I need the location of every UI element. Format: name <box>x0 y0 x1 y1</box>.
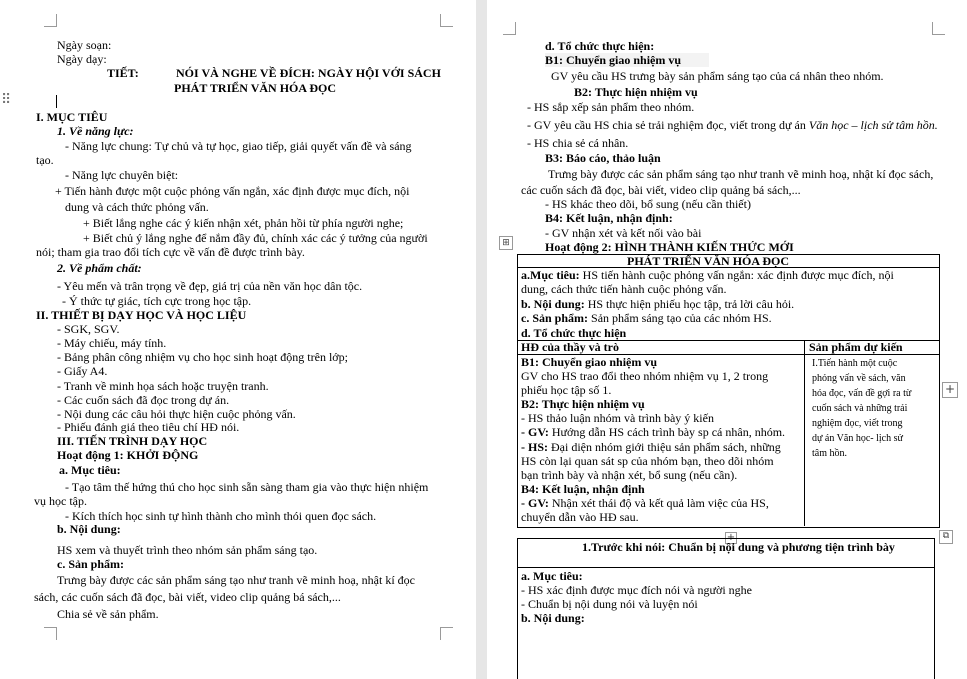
table-cell-line: - GV: Nhận xét thái độ và kết quả làm việc của HS, <box>521 496 769 510</box>
tiet-label: TIẾT: <box>107 66 139 80</box>
table-column-rule <box>804 340 805 526</box>
text-line: - Bảng phân công nhiệm vụ cho học sinh hoạt động trên lớp; <box>57 350 348 364</box>
table-cell-line: B2: Thực hiện nhiệm vụ <box>521 397 645 411</box>
text-line: - Tranh về minh họa sách hoặc truyện tranh. <box>57 379 269 393</box>
table-row: dung, cách thức tiến hành cuộc phỏng vấn. <box>521 282 727 296</box>
text-line: - Giấy A4. <box>57 364 108 378</box>
product-cell-line: cuốn sách và những trải <box>812 403 908 414</box>
text-line: HS xem và thuyết trình theo nhóm sản phẩm sáng tạo. <box>57 543 318 557</box>
margin-mark-top-right <box>440 14 453 27</box>
text-line: - Phiếu đánh giá theo tiêu chí HĐ nói. <box>57 420 240 434</box>
add-row-icon[interactable]: + <box>726 532 736 543</box>
table-cell-line: HS còn lại quan sát sp của nhóm bạn, theo dõi nhóm <box>521 454 774 468</box>
text-line: - GV nhận xét và kết nối vào bài <box>545 226 702 240</box>
add-column-icon[interactable]: + <box>942 382 958 398</box>
table-row: b. Nội dung: <box>521 611 585 625</box>
text-line: - HS khác theo dõi, bổ sung (nếu cần thiết) <box>545 197 751 211</box>
subheading: a. Mục tiêu: <box>59 463 121 477</box>
text-line: các cuốn sách đã đọc, bài viết, video clip quảng bá sách,... <box>521 183 801 197</box>
text-line: - Yêu mến và trân trọng về đẹp, giá trị của nền văn học dân tộc. <box>57 279 363 293</box>
text-line: - HS sắp xếp sản phẩm theo nhóm. <box>527 100 695 114</box>
text-line: + Biết chủ ý lắng nghe để nắm đầy đủ, chính xác các ý tưởng của người <box>83 231 428 245</box>
move-handle-icon[interactable]: ⠿ <box>1 92 12 108</box>
text-line: nói; tham gia trao đổi tích cực về vấn đề được trình bày. <box>36 245 305 259</box>
text-line: Trưng bày được các sản phẩm sáng tạo như tranh vẽ minh hoạ, nhật kí đọc <box>57 573 416 587</box>
document-page-1 <box>0 0 476 679</box>
column-header: Sản phẩm dự kiến <box>809 340 903 354</box>
product-cell-line: dự án Văn học- lịch sử <box>812 433 903 444</box>
text-line: vụ học tập. <box>34 494 87 508</box>
margin-mark-top-left <box>44 14 57 27</box>
text-line: - SGK, SGV. <box>57 322 120 336</box>
subheading: 1. Về năng lực: <box>57 124 134 138</box>
ngay-soan: Ngày soạn: <box>57 38 112 52</box>
table-resize-icon[interactable]: ⧉ <box>939 530 953 544</box>
text-line: - Ý thức tự giác, tích cực trong học tập. <box>62 294 252 308</box>
table-title: PHÁT TRIỂN VĂN HÓA ĐỌC <box>627 254 790 268</box>
table-cell-line: B4: Kết luận, nhận định <box>521 482 645 496</box>
text-line: sách, các cuốn sách đã đọc, bài viết, video clip quảng bá sách,... <box>34 590 341 604</box>
subheading: B2: Thực hiện nhiệm vụ <box>574 85 698 99</box>
table-cell-line: chuyển dẫn vào HĐ sau. <box>521 510 639 524</box>
table-cell-line: bạn trình bày và nhận xét, bổ sung (nếu cần). <box>521 468 738 482</box>
margin-mark-bottom-left <box>44 627 57 640</box>
subheading: B1: Chuyển giao nhiệm vụ <box>545 53 709 67</box>
table-row: b. Nội dung: HS thực hiện phiếu học tập, trả lời câu hỏi. <box>521 297 795 311</box>
text-line: GV yêu cầu HS trưng bày sản phẩm sáng tạo của cá nhân theo nhóm. <box>551 69 884 83</box>
product-cell-line: phỏng vấn về sách, văn <box>812 373 906 384</box>
activity-heading: Hoạt động 1: KHỞI ĐỘNG <box>57 448 199 462</box>
table-row: - Chuẩn bị nội dung nói và luyện nói <box>521 597 698 611</box>
text-line: - Máy chiếu, máy tính. <box>57 336 167 350</box>
text-line: + Biết lắng nghe các ý kiến nhận xét, phản hồi từ phía người nghe; <box>83 216 404 230</box>
lesson-subtitle: PHÁT TRIỂN VĂN HÓA ĐỌC <box>174 81 337 95</box>
table-move-handle-icon[interactable]: ⊞ <box>499 236 513 250</box>
text-cursor <box>56 95 57 108</box>
table-cell-line: B1: Chuyển giao nhiệm vụ <box>521 355 658 369</box>
column-header: HĐ của thầy và trò <box>521 340 619 354</box>
table-row: d. Tổ chức thực hiện <box>521 326 627 340</box>
product-cell-line: tâm hồn. <box>812 448 847 459</box>
subheading: b. Nội dung: <box>57 522 121 536</box>
table-cell-line: phiếu học tập số 1. <box>521 383 612 397</box>
product-cell-line: nghiệm đọc, viết trong <box>812 418 903 429</box>
text-line: + Tiến hành được một cuộc phỏng vấn ngắn, xác định được mục đích, nội <box>55 184 410 198</box>
subheading: B4: Kết luận, nhận định: <box>545 211 673 225</box>
text-line: dung và cách thức phỏng vấn. <box>65 200 209 214</box>
subheading: c. Sản phẩm: <box>57 557 125 571</box>
text-line: - GV yêu cầu HS chia sẻ trải nghiệm đọc, viết trong dự án Văn học – lịch sử tâm hồn. <box>527 118 938 132</box>
table-rule <box>518 567 934 568</box>
text-line: Trưng bày được các sản phẩm sáng tạo như tranh vẽ minh hoạ, nhật kí đọc sách, <box>548 167 934 181</box>
document-page-2 <box>487 0 967 679</box>
table-row: a. Mục tiêu: <box>521 569 583 583</box>
margin-mark-top-right <box>932 22 945 35</box>
section-heading: I. MỤC TIÊU <box>36 110 108 124</box>
text-line: - Kích thích học sinh tự hình thành cho mình thói quen đọc sách. <box>65 509 377 523</box>
table-row: c. Sản phẩm: Sản phẩm sáng tạo của các nhóm HS. <box>521 311 772 325</box>
section-heading: II. THIẾT BỊ DẠY HỌC VÀ HỌC LIỆU <box>36 308 247 322</box>
text-line: - Năng lực chung: Tự chủ và tự học, giao tiếp, giải quyết vấn đề và sáng <box>65 139 412 153</box>
margin-mark-top-left <box>503 22 516 35</box>
product-cell-line: hóa đọc, vấn đề gợi ra từ <box>812 388 912 399</box>
table-cell-line: - HS: Đại diện nhóm giới thiệu sản phẩm sách, những <box>521 440 781 454</box>
activity-heading: Hoạt động 2: HÌNH THÀNH KIẾN THỨC MỚI <box>545 240 794 254</box>
text-line: - Các cuốn sách đã đọc trong dự án. <box>57 393 230 407</box>
subheading: d. Tổ chức thực hiện: <box>545 39 655 53</box>
table-row: a.Mục tiêu: HS tiến hành cuộc phỏng vấn ngắn: xác định được mục đích, nội <box>521 268 894 282</box>
subheading: B3: Báo cáo, thảo luận <box>545 151 661 165</box>
subheading: 2. Về phẩm chất: <box>57 261 142 275</box>
ngay-day: Ngày dạy: <box>57 52 107 66</box>
table-cell-line: GV cho HS trao đổi theo nhóm nhiệm vụ 1, 2 trong <box>521 369 769 383</box>
text-line: - Năng lực chuyên biệt: <box>65 168 179 182</box>
table-row: - HS xác định được mục đích nói và người nghe <box>521 583 752 597</box>
table-cell-line: - GV: Hướng dẫn HS cách trình bày sp cá nhân, nhóm. <box>521 425 786 439</box>
lesson-title: NÓI VÀ NGHE VỀ ĐÍCH: NGÀY HỘI VỚI SÁCH <box>176 66 441 80</box>
section-heading: III. TIẾN TRÌNH DẠY HỌC <box>57 434 208 448</box>
text-line: Chia sẻ về sản phẩm. <box>57 607 159 621</box>
table-cell-line: - HS thảo luận nhóm và trình bày ý kiến <box>521 411 714 425</box>
text-line: tạo. <box>36 153 54 167</box>
text-line: - HS chia sẻ cá nhân. <box>527 136 629 150</box>
margin-mark-bottom-right <box>440 627 453 640</box>
page-gap <box>476 0 487 679</box>
text-line: - Nội dung các câu hỏi thực hiện cuộc phỏng vấn. <box>57 407 296 421</box>
product-cell-line: I.Tiến hành một cuộc <box>812 358 898 369</box>
text-line: - Tạo tâm thế hứng thú cho học sinh sẵn sàng tham gia vào thực hiện nhiệm <box>65 480 429 494</box>
table-title: 1.Trước khi nói: Chuẩn bị nội dung và phương tiện trình bày <box>582 540 895 554</box>
